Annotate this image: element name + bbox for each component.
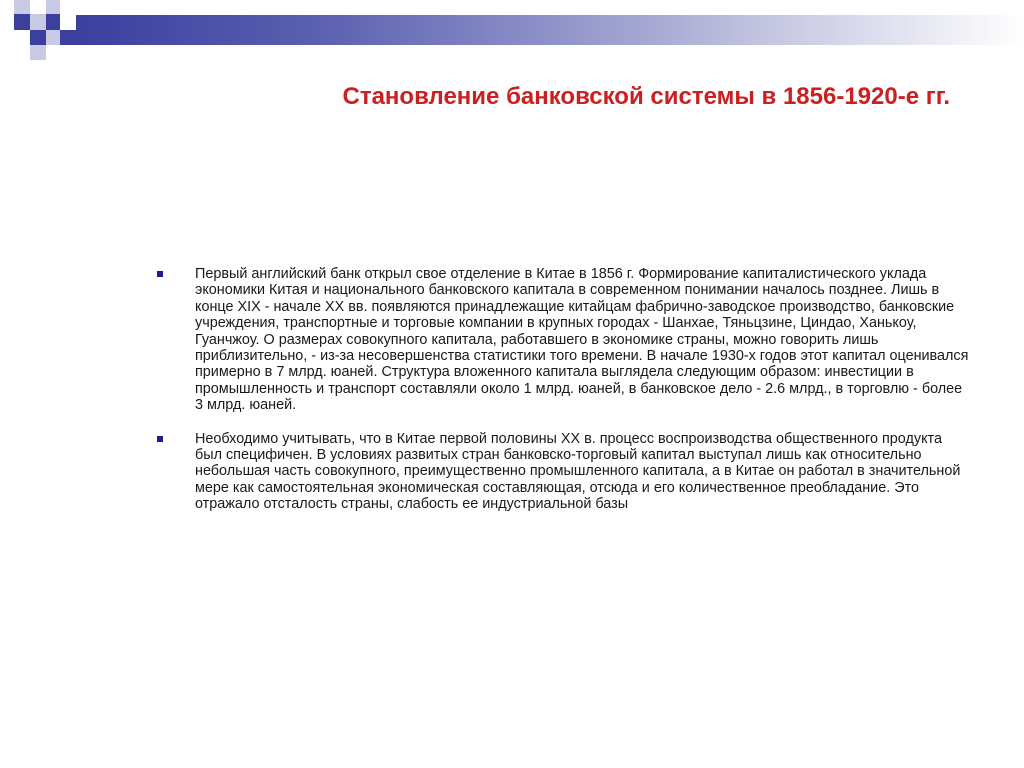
decor-square xyxy=(30,14,46,30)
bullet-item xyxy=(155,266,970,414)
decor-square xyxy=(0,0,14,14)
decor-square xyxy=(46,0,60,14)
decor-square xyxy=(60,14,76,30)
decor-square xyxy=(46,14,60,30)
decor-square xyxy=(60,30,76,45)
decor-square xyxy=(30,30,46,45)
decor-square xyxy=(14,0,30,14)
header-gradient-band xyxy=(76,15,1024,45)
square-bullet-icon xyxy=(157,271,163,277)
slide-content xyxy=(155,266,970,530)
bullet-text: Первый английский банк открыл свое отделение в Китае в 1856 г. Формирование капиталистического уклада экономики Китая и национального банковского капитала в современном понимании началось позднее. Лишь в конце XIX - начале XX вв. появляются принадлежащие китайцам фабрично-заводское производство, банковские учреждения, транспортные и торговые компании в крупных городах - Шанхае, Тяньцзине, Циндао, Ханькоу, Гуанчжоу. О размерах совокупного капитала, работавшего в экономике страны, можно говорить лишь приблизительно, - из-за несовершенства статистики того времени. В начале 1930-х годов этот капитал оценивался примерно в 7 млрд. юаней. Структура вложенного капитала выглядела следующим образом: инвестиции в промышленность и транспорт составляли около 1 млрд. юаней, в банковское дело - 2.6 млрд., в торговлю - более 3 млрд. юаней. xyxy=(195,266,969,414)
decor-square xyxy=(60,0,76,14)
decor-square xyxy=(30,45,46,60)
decor-square xyxy=(46,30,60,45)
square-bullet-icon xyxy=(157,436,163,442)
decor-square xyxy=(14,14,30,30)
slide-title: Становление банковской системы в 1856-1920-е гг. xyxy=(342,83,950,110)
bullet-item xyxy=(155,431,970,513)
bullet-text: Необходимо учитывать, что в Китае первой половины XX в. процесс воспроизводства общественного продукта был специфичен. В условиях развитых стран банковско-торговый капитал выступал лишь как относительно небольшая часть совокупного, преимущественно промышленного капитала, а в Китае он работал в значительной мере как самостоятельная экономическая составляющая, отсюда и его количественное преобладание. Это отражало отсталость страны, слабость ее индустриальной базы xyxy=(195,430,961,513)
